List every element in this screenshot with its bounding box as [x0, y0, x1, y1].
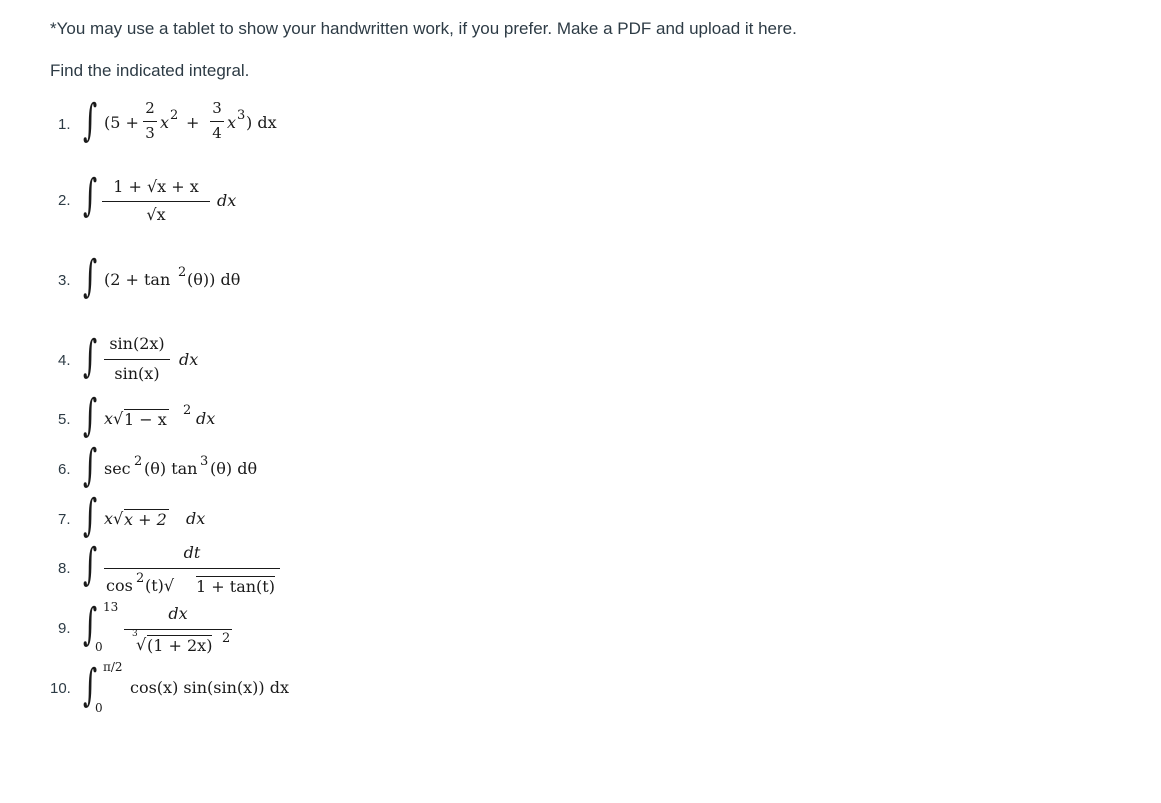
- integral-sign: ∫: [83, 170, 98, 221]
- radical-sign: √: [136, 635, 147, 654]
- problem-number: 6.: [58, 461, 71, 478]
- integral-sign: ∫: [83, 390, 98, 441]
- fraction-denominator: √x: [146, 205, 166, 224]
- integral-sign: ∫: [83, 599, 98, 650]
- fraction-bar: [102, 201, 210, 202]
- exponent: 2: [134, 454, 143, 469]
- upper-limit: π/2: [103, 660, 123, 674]
- fraction-bar: [104, 359, 170, 360]
- problem-number: 8.: [58, 560, 71, 577]
- expr-part: sec: [104, 459, 131, 478]
- plus-sign: +: [186, 113, 200, 132]
- expr-part: (θ) tan: [144, 459, 198, 478]
- upper-limit: 13: [103, 600, 119, 614]
- expr-part: x√: [104, 509, 124, 528]
- fraction-numerator: 3: [212, 99, 222, 117]
- fraction-numerator: dt: [183, 543, 201, 562]
- fraction-bar: [104, 568, 280, 569]
- fraction-denominator: sin(x): [114, 364, 160, 383]
- radicand: 1 + tan(t): [196, 577, 275, 596]
- expr-part: ) dx: [246, 113, 277, 132]
- expr-part: (5 +: [104, 113, 139, 132]
- problem-number: 7.: [58, 511, 71, 528]
- fraction-numerator: 1 + √x + x: [113, 177, 199, 196]
- fraction-bar: [124, 629, 232, 630]
- exponent: 2: [136, 571, 145, 586]
- integrand: cos(x) sin(sin(x)) dx: [130, 678, 290, 697]
- lower-limit: 0: [95, 640, 103, 654]
- lower-limit: 0: [95, 701, 103, 715]
- fraction-numerator: sin(2x): [109, 334, 165, 353]
- variable: x: [227, 113, 237, 132]
- expr-part: (2 + tan: [104, 270, 171, 289]
- integral-sign: ∫: [83, 440, 98, 491]
- integral-sign: ∫: [83, 95, 98, 146]
- exponent: 2: [170, 108, 179, 123]
- expr-part: (t)√: [145, 576, 175, 595]
- expr-part: x√: [104, 409, 124, 428]
- differential: dx: [196, 409, 216, 428]
- integral-sign: ∫: [83, 490, 98, 541]
- problem-number: 2.: [58, 192, 71, 209]
- problem-number: 5.: [58, 411, 71, 428]
- differential: dx: [179, 350, 199, 369]
- upload-note: *You may use a tablet to show your handwritten work, if you prefer. Make a PDF and upload it here.: [50, 19, 797, 38]
- fraction-denominator: 3: [145, 124, 155, 142]
- problem-number: 1.: [58, 116, 71, 133]
- fraction-numerator: 2: [145, 99, 155, 117]
- integral-sign: ∫: [83, 660, 98, 711]
- problem-number: 10.: [50, 680, 71, 697]
- variable: x: [160, 113, 170, 132]
- root-index: 3: [132, 629, 138, 639]
- expr-part: (θ) dθ: [210, 459, 258, 478]
- exponent: 3: [237, 108, 246, 123]
- fraction-bar: [143, 121, 157, 122]
- problem-number: 4.: [58, 352, 71, 369]
- expr-part: cos: [106, 576, 133, 595]
- fraction-bar: [210, 121, 224, 122]
- exponent: 2: [183, 403, 192, 418]
- differential: dx: [186, 509, 206, 528]
- exponent: 2: [222, 631, 231, 646]
- radicand: x + 2: [124, 510, 167, 529]
- integral-sign: ∫: [83, 331, 98, 382]
- fraction-denominator: 4: [212, 124, 222, 142]
- problem-number: 3.: [58, 272, 71, 289]
- exponent: 2: [178, 265, 187, 280]
- problem-number: 9.: [58, 620, 71, 637]
- integral-sign: ∫: [83, 539, 98, 590]
- radicand: 1 − x: [124, 410, 167, 429]
- exponent: 3: [200, 454, 209, 469]
- fraction-numerator: dx: [168, 604, 188, 623]
- instruction-prompt: Find the indicated integral.: [50, 61, 250, 80]
- radicand: (1 + 2x): [147, 636, 213, 655]
- integral-sign: ∫: [83, 251, 98, 302]
- expr-part: (θ)) dθ: [187, 270, 241, 289]
- differential: dx: [217, 191, 237, 210]
